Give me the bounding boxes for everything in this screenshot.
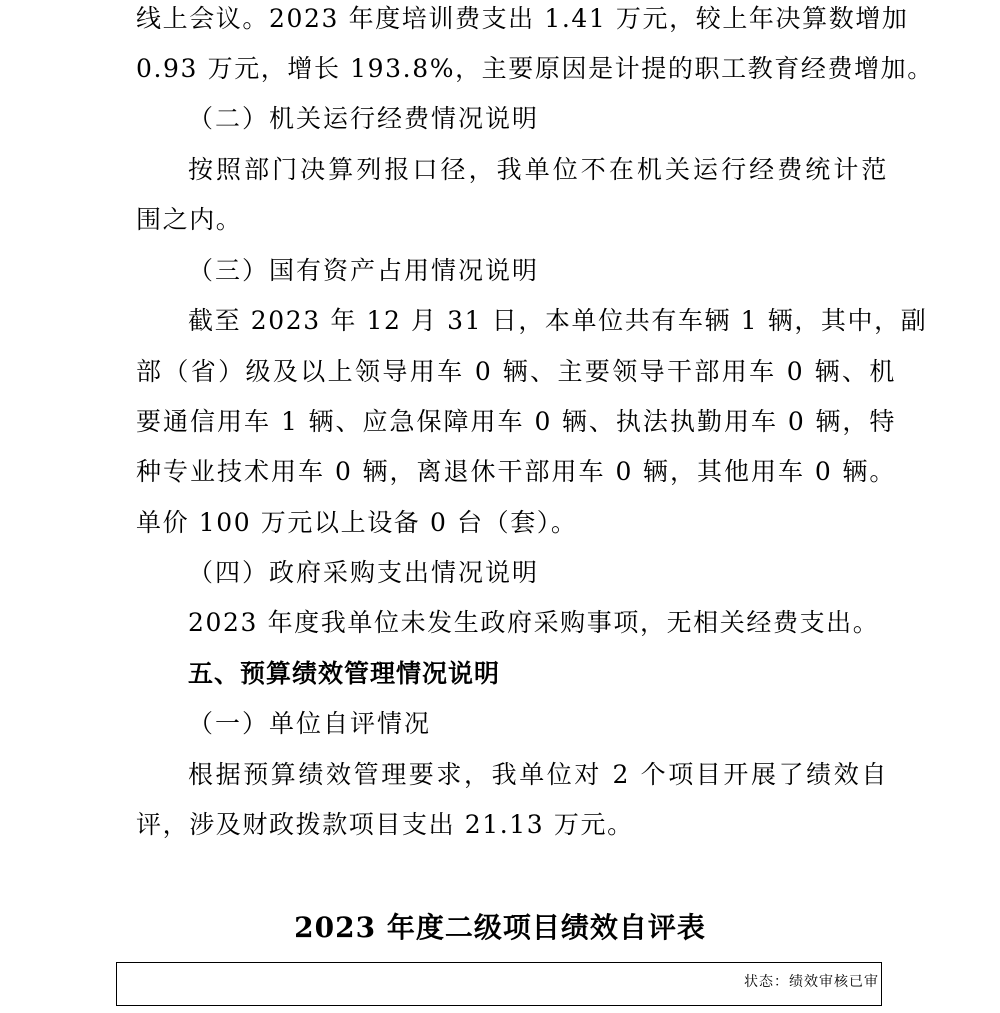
paragraph-line: 根据预算绩效管理要求，我单位对 2 个项目开展了绩效自 — [188, 760, 888, 789]
paragraph-line: 评，涉及财政拨款项目支出 21.13 万元。 — [136, 810, 634, 839]
evaluation-table — [116, 962, 882, 1006]
paragraph-line: 按照部门决算列报口径，我单位不在机关运行经费统计范 — [188, 155, 888, 184]
paragraph-line: 要通信用车 1 辆、应急保障用车 0 辆、执法执勤用车 0 辆，特 — [136, 407, 896, 436]
section-heading-procurement: （四）政府采购支出情况说明 — [188, 558, 540, 587]
section-heading-state-assets: （三）国有资产占用情况说明 — [188, 256, 540, 285]
paragraph-line: 线上会议。2023 年度培训费支出 1.41 万元，较上年决算数增加 — [136, 4, 909, 33]
paragraph-line: 2023 年度我单位未发生政府采购事项，无相关经费支出。 — [188, 608, 880, 637]
paragraph-line: 单价 100 万元以上设备 0 台（套）。 — [136, 508, 578, 537]
section-heading-performance-management: 五、预算绩效管理情况说明 — [188, 659, 501, 688]
paragraph-line: 种专业技术用车 0 辆，离退休干部用车 0 辆，其他用车 0 辆。 — [136, 457, 896, 486]
status-label: 状态：绩效审核已审 — [744, 974, 879, 990]
paragraph-line: 0.93 万元，增长 193.8%，主要原因是计提的职工教育经费增加。 — [136, 54, 934, 83]
paragraph-line: 截至 2023 年 12 月 31 日，本单位共有车辆 1 辆，其中，副 — [188, 306, 928, 335]
paragraph-line: 围之内。 — [136, 205, 243, 234]
section-heading-self-evaluation: （一）单位自评情况 — [188, 709, 432, 738]
paragraph-line: 部（省）级及以上领导用车 0 辆、主要领导干部用车 0 辆、机 — [136, 357, 896, 386]
table-title: 2023 年度二级项目绩效自评表 — [294, 911, 706, 944]
section-heading-operating-costs: （二）机关运行经费情况说明 — [188, 104, 540, 133]
